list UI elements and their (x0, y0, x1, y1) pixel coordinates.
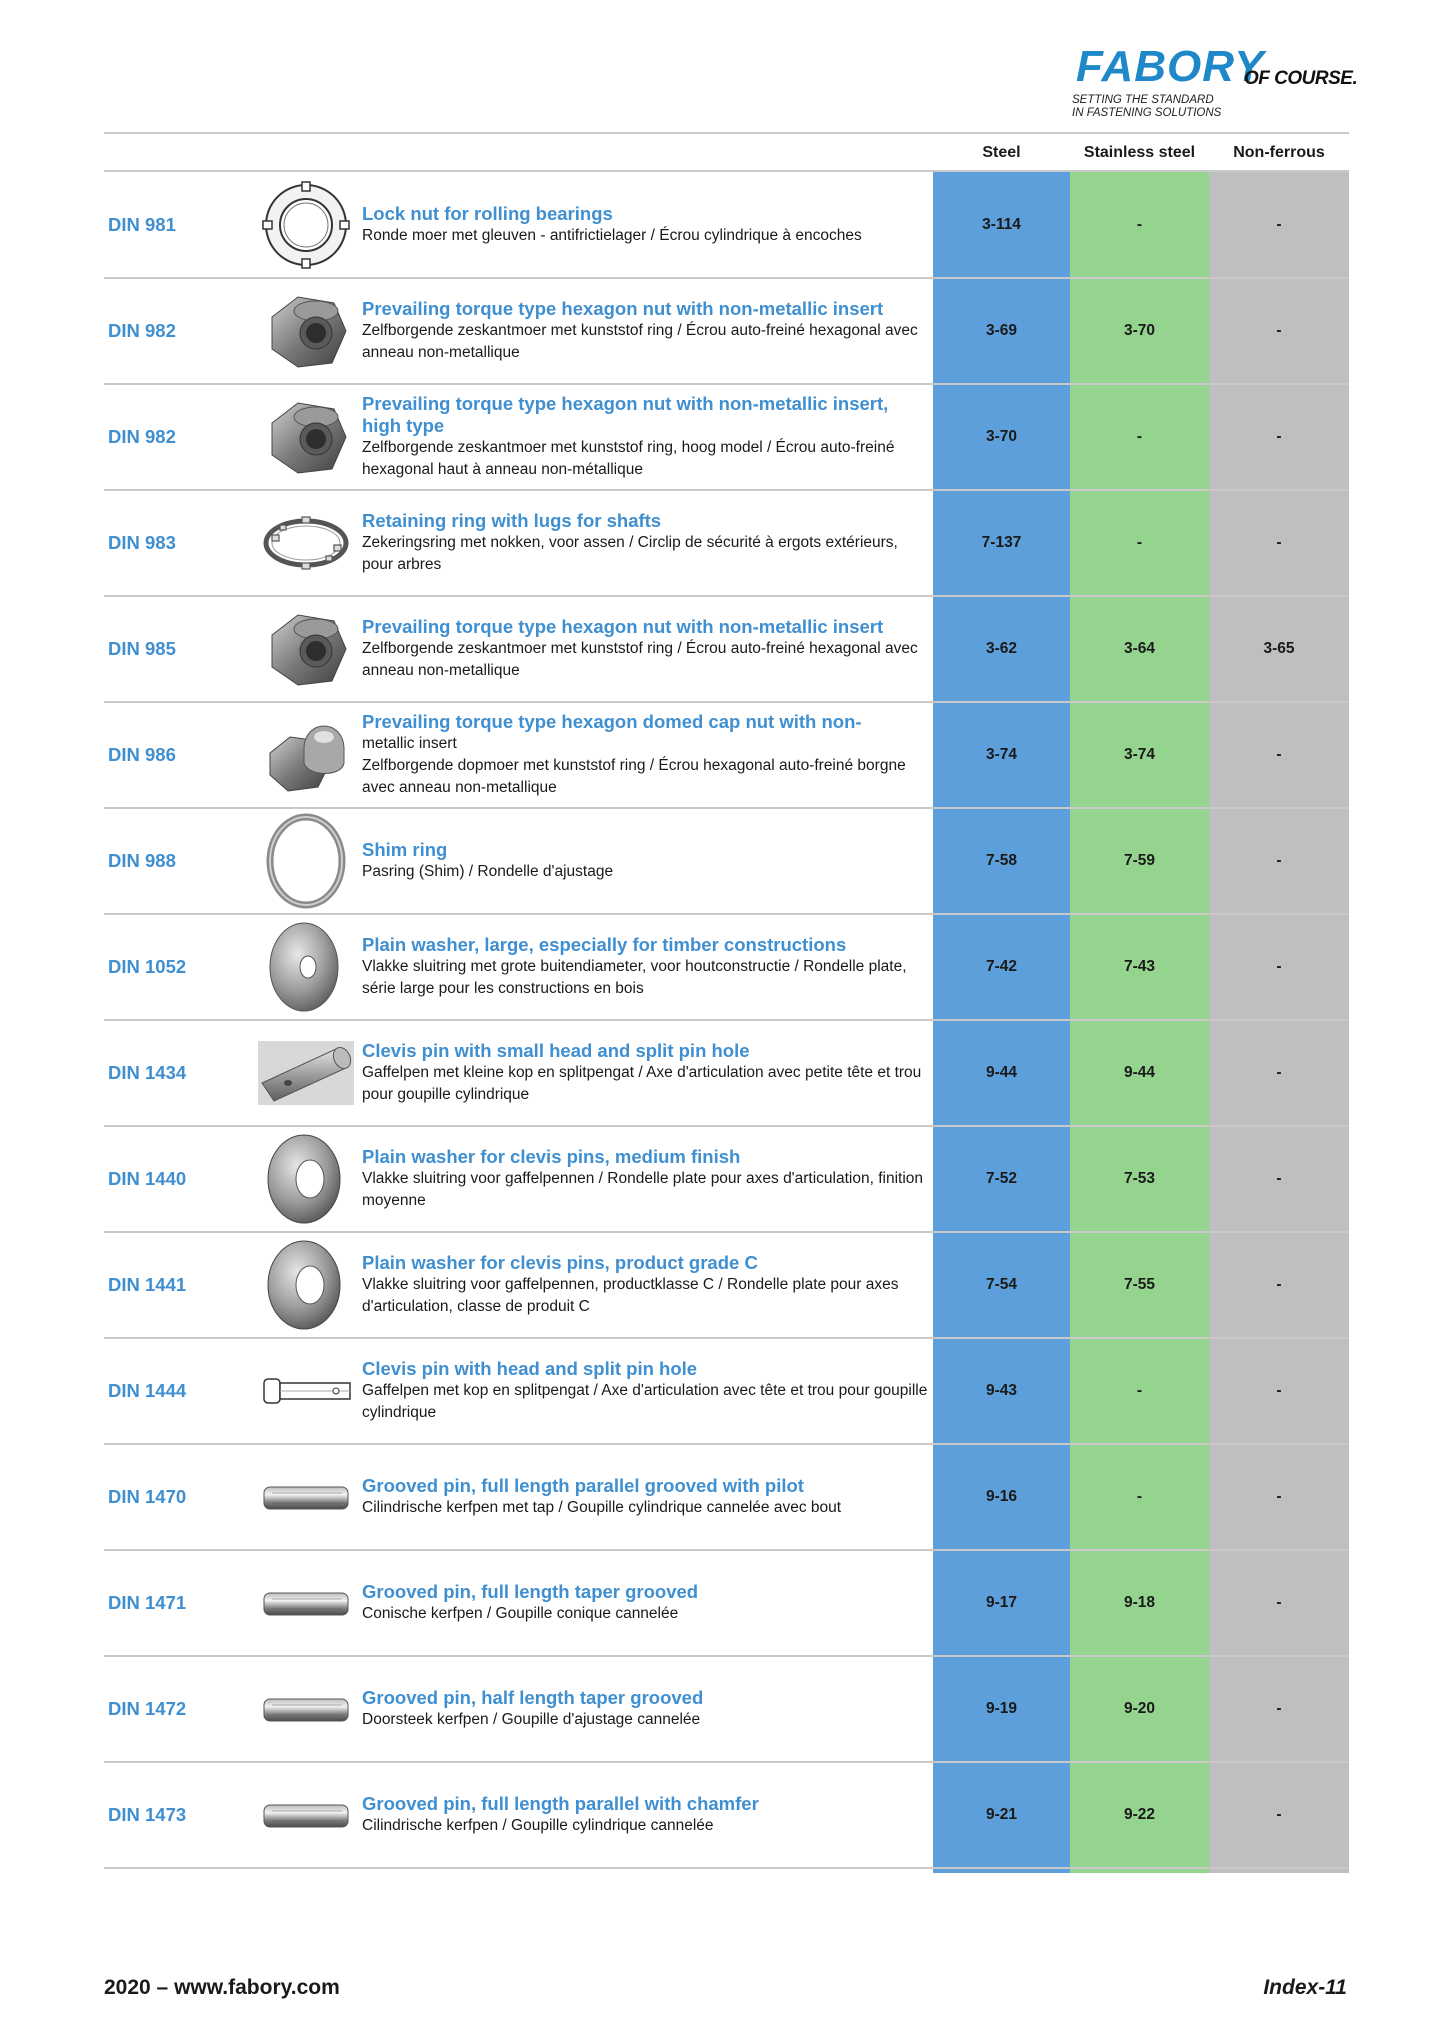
product-translation: Zelfborgende zeskantmoer met kunststof ring, hoog model / Écrou auto-freiné hexagonal haut à anneau non-métallique (362, 439, 895, 478)
product-translation: Vlakke sluitring met grote buitendiameter, voor houtconstructie / Rondelle plate, série large pour les constructions en bois (362, 958, 907, 997)
product-title: Retaining ring with lugs for shafts (362, 510, 662, 531)
din-number: DIN 986 (108, 744, 176, 765)
steel-page-ref: 9-19 (985, 1700, 1018, 1717)
product-translation: Zelfborgende dopmoer met kunststof ring / Écrou hexagonal auto-freiné borgne avec anneau non-metallique (362, 757, 906, 796)
nonferrous-page-ref: 3-65 (1263, 640, 1295, 657)
product-title: Plain washer for clevis pins, medium finish (362, 1146, 741, 1167)
din-number: DIN 982 (108, 320, 176, 341)
table-row (0, 1020, 1443, 1126)
product-description (362, 1338, 930, 1444)
stainless-page-ref: 9-44 (1123, 1064, 1156, 1081)
column-header-stainless: Stainless steel (1083, 144, 1196, 161)
column-header-nonferrous: Non-ferrous (1233, 144, 1325, 161)
table-row (0, 1232, 1443, 1338)
product-description (362, 808, 930, 914)
product-title: Grooved pin, full length parallel grooved with pilot (362, 1475, 804, 1496)
din-number: DIN 983 (108, 532, 176, 553)
product-translation: Vlakke sluitring voor gaffelpennen / Rondelle plate pour axes d'articulation, finition moyenne (362, 1170, 924, 1209)
product-description (362, 172, 930, 278)
clevis-pin-drawing-icon (258, 1343, 354, 1439)
stainless-page-ref: 3-64 (1123, 640, 1156, 657)
product-title: Plain washer for clevis pins, product grade C (362, 1252, 758, 1273)
stainless-page-ref: 7-43 (1123, 958, 1156, 975)
table-row (0, 1762, 1443, 1868)
product-title: Shim ring (362, 839, 448, 860)
nonferrous-page-ref: - (1276, 1806, 1282, 1823)
product-description (362, 1020, 930, 1126)
product-title-continuation: metallic insert (362, 735, 457, 752)
nonferrous-page-ref: - (1276, 1382, 1282, 1399)
product-title: Prevailing torque type hexagon nut with non-metallic insert (362, 298, 884, 319)
stainless-page-ref: 3-74 (1123, 746, 1156, 763)
grooved-pin-icon (258, 1661, 354, 1757)
steel-page-ref: 9-21 (985, 1806, 1018, 1823)
product-translation: Vlakke sluitring voor gaffelpennen, productklasse C / Rondelle plate pour axes d'articulation, classe de produit C (362, 1276, 899, 1315)
product-translation: Zelfborgende zeskantmoer met kunststof ring / Écrou auto-freiné hexagonal avec anneau non-metallique (362, 322, 918, 361)
steel-page-ref: 7-137 (981, 534, 1022, 551)
stainless-page-ref: 7-53 (1123, 1170, 1156, 1187)
stainless-page-ref: 9-18 (1123, 1594, 1156, 1611)
table-row (0, 702, 1443, 808)
stainless-page-ref: - (1136, 216, 1143, 233)
lock-nut-icon (258, 177, 354, 273)
steel-page-ref: 3-70 (985, 428, 1018, 445)
nonferrous-page-ref: - (1276, 1276, 1282, 1293)
nonferrous-page-ref: - (1276, 1594, 1282, 1611)
din-number: DIN 1470 (108, 1486, 187, 1507)
nonferrous-page-ref: - (1276, 852, 1282, 869)
logo-slogan-line1: SETTING THE STANDARD (1072, 94, 1214, 106)
product-title: Lock nut for rolling bearings (362, 203, 613, 224)
din-number: DIN 1441 (108, 1274, 187, 1295)
din-number: DIN 1052 (108, 956, 187, 977)
washer-icon (258, 1131, 354, 1227)
table-row (0, 1338, 1443, 1444)
product-translation: Zekeringsring met nokken, voor assen / Circlip de sécurité à ergots extérieurs, pour arbres (362, 534, 898, 573)
steel-page-ref: 9-43 (985, 1382, 1018, 1399)
grooved-pin-icon (258, 1555, 354, 1651)
product-title: Clevis pin with small head and split pin hole (362, 1040, 750, 1061)
footer-page-number: Index-11 (1263, 1976, 1347, 1999)
table-row (0, 1126, 1443, 1232)
stainless-page-ref: - (1136, 428, 1143, 445)
product-description (362, 1444, 930, 1550)
stainless-page-ref: 7-55 (1123, 1276, 1156, 1293)
din-number: DIN 988 (108, 850, 176, 871)
steel-page-ref: 7-58 (985, 852, 1018, 869)
product-description (362, 1656, 930, 1762)
nonferrous-page-ref: - (1276, 322, 1282, 339)
product-description (362, 384, 930, 490)
product-translation: Pasring (Shim) / Rondelle d'ajustage (362, 863, 614, 880)
product-description (362, 914, 930, 1020)
din-number: DIN 1471 (108, 1592, 187, 1613)
footer-website: 2020 – www.fabory.com (104, 1976, 340, 1999)
product-translation: Cilindrische kerfpen / Goupille cylindrique cannelée (362, 1817, 714, 1834)
table-row (0, 278, 1443, 384)
row-divider (104, 1867, 1349, 1869)
column-header-steel: Steel (982, 144, 1021, 161)
hex-nylon-nut-icon (258, 283, 354, 379)
steel-page-ref: 9-16 (985, 1488, 1018, 1505)
product-translation: Gaffelpen met kop en splitpengat / Axe d'articulation avec tête et trou pour goupille cylindrique (362, 1382, 928, 1421)
product-translation: Zelfborgende zeskantmoer met kunststof ring / Écrou auto-freiné hexagonal avec anneau non-metallique (362, 640, 918, 679)
nonferrous-page-ref: - (1276, 958, 1282, 975)
product-description (362, 1762, 930, 1868)
nonferrous-page-ref: - (1276, 746, 1282, 763)
din-number: DIN 1444 (108, 1380, 187, 1401)
steel-page-ref: 3-69 (985, 322, 1018, 339)
product-description (362, 490, 930, 596)
product-title: Prevailing torque type hexagon domed cap nut with non- (362, 711, 862, 732)
steel-page-ref: 7-54 (985, 1276, 1018, 1293)
table-row (0, 1550, 1443, 1656)
stainless-page-ref: 9-20 (1123, 1700, 1156, 1717)
stainless-page-ref: - (1136, 1488, 1143, 1505)
steel-page-ref: 7-42 (985, 958, 1018, 975)
table-row (0, 808, 1443, 914)
table-row (0, 384, 1443, 490)
steel-page-ref: 3-62 (985, 640, 1018, 657)
stainless-page-ref: 3-70 (1123, 322, 1156, 339)
fabory-logo (1068, 42, 1358, 132)
stainless-page-ref: 9-22 (1123, 1806, 1156, 1823)
product-title: Clevis pin with head and split pin hole (362, 1358, 698, 1379)
stainless-page-ref: 7-59 (1123, 852, 1156, 869)
nonferrous-page-ref: - (1276, 1488, 1282, 1505)
steel-page-ref: 9-17 (985, 1594, 1018, 1611)
hex-nylon-nut-icon (258, 601, 354, 697)
product-title: Grooved pin, full length taper grooved (362, 1581, 699, 1602)
din-number: DIN 1434 (108, 1062, 187, 1083)
din-number: DIN 981 (108, 214, 176, 235)
steel-page-ref: 3-74 (985, 746, 1018, 763)
product-title: Grooved pin, half length taper grooved (362, 1687, 704, 1708)
nonferrous-page-ref: - (1276, 534, 1282, 551)
product-translation: Doorsteek kerfpen / Goupille d'ajustage cannelée (362, 1711, 701, 1728)
nonferrous-page-ref: - (1276, 1064, 1282, 1081)
header-top-divider (104, 132, 1349, 134)
clevis-pin-photo-icon (258, 1025, 354, 1121)
table-row (0, 172, 1443, 278)
table-row (0, 1444, 1443, 1550)
product-description (362, 278, 930, 384)
steel-page-ref: 9-44 (985, 1064, 1018, 1081)
din-number: DIN 1473 (108, 1804, 187, 1825)
product-translation: Cilindrische kerfpen met tap / Goupille cylindrique cannelée avec bout (362, 1499, 842, 1516)
din-number: DIN 982 (108, 426, 176, 447)
din-number: DIN 1440 (108, 1168, 187, 1189)
shim-ring-icon (258, 813, 354, 909)
stainless-page-ref: - (1136, 1382, 1143, 1399)
nonferrous-page-ref: - (1276, 1700, 1282, 1717)
steel-page-ref: 3-114 (982, 216, 1021, 233)
product-title: Prevailing torque type hexagon nut with non-metallic insert (362, 616, 884, 637)
table-row (0, 596, 1443, 702)
product-title: Plain washer, large, especially for timber constructions (362, 934, 847, 955)
logo-slogan-line2: IN FASTENING SOLUTIONS (1072, 107, 1222, 119)
nonferrous-page-ref: - (1276, 428, 1282, 445)
product-description (362, 1550, 930, 1656)
product-translation: Gaffelpen met kleine kop en splitpengat / Axe d'articulation avec petite tête et trou pour goupille cylindrique (362, 1064, 922, 1103)
large-washer-icon (258, 919, 354, 1015)
product-translation: Conische kerfpen / Goupille conique cannelée (362, 1605, 679, 1622)
steel-page-ref: 7-52 (985, 1170, 1018, 1187)
table-row (0, 914, 1443, 1020)
grooved-pin-icon (258, 1449, 354, 1545)
retaining-ring-icon (258, 495, 354, 591)
product-description (362, 596, 930, 702)
washer-icon (258, 1237, 354, 1333)
product-title: Grooved pin, full length parallel with chamfer (362, 1793, 759, 1814)
product-description (362, 1232, 930, 1338)
table-row (0, 490, 1443, 596)
nonferrous-page-ref: - (1276, 1170, 1282, 1187)
table-row (0, 1656, 1443, 1762)
din-number: DIN 1472 (108, 1698, 187, 1719)
product-title: Prevailing torque type hexagon nut with non-metallic insert, high type (362, 393, 889, 436)
nonferrous-page-ref: - (1276, 216, 1282, 233)
stainless-page-ref: - (1136, 534, 1143, 551)
product-description (362, 1126, 930, 1232)
logo-brand: FABORY (1076, 42, 1265, 91)
product-description (362, 702, 930, 808)
logo-suffix: OF COURSE. (1244, 68, 1358, 89)
domed-cap-nut-icon (258, 707, 354, 803)
din-number: DIN 985 (108, 638, 176, 659)
product-translation: Ronde moer met gleuven - antifrictielager / Écrou cylindrique à encoches (362, 227, 862, 244)
grooved-pin-icon (258, 1767, 354, 1863)
hex-nylon-nut-icon (258, 389, 354, 485)
